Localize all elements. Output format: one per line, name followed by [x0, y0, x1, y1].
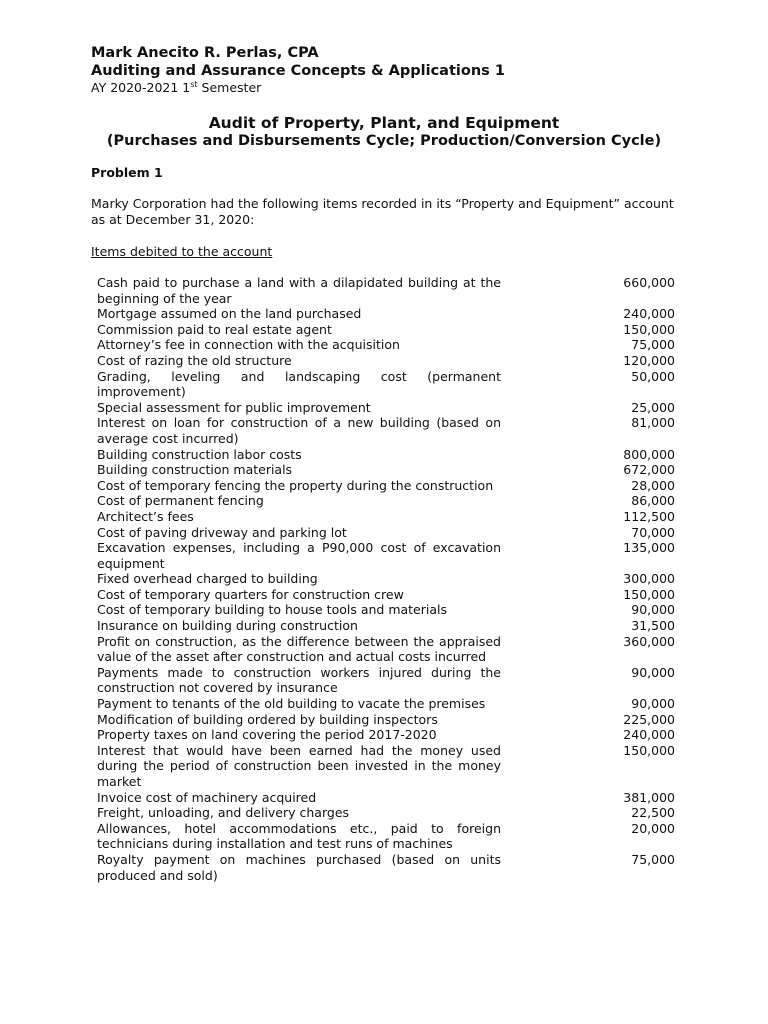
list-item: [97, 571, 677, 587]
item-description: Cost of razing the old structure: [97, 352, 292, 368]
item-description: Mortgage assumed on the land purchased: [97, 306, 362, 322]
item-description: Excavation expenses, including a P90,000 cost of excavation equipment: [97, 540, 501, 571]
item-description: Building construction labor costs: [97, 446, 302, 462]
course-title: Auditing and Assurance Concepts & Applications 1: [91, 63, 505, 79]
item-description: Insurance on building during construction: [97, 618, 358, 634]
item-amount: 120,000: [623, 352, 675, 368]
item-description: Fixed overhead charged to building: [97, 571, 318, 587]
items-list: [97, 275, 677, 883]
item-amount: 800,000: [623, 446, 675, 462]
list-item: [97, 306, 677, 322]
item-amount: 90,000: [631, 696, 675, 712]
item-amount: 150,000: [623, 321, 675, 337]
item-description: Attorney’s fee in connection with the acquisition: [97, 337, 400, 353]
item-amount: 672,000: [623, 462, 675, 478]
item-description: Interest on loan for construction of a new building (based on average cost incurred): [97, 415, 501, 446]
item-amount: 28,000: [631, 477, 675, 493]
list-item: [97, 727, 677, 743]
item-description: Cost of temporary fencing the property during the construction: [97, 477, 494, 493]
item-description: Payment to tenants of the old building to vacate the premises: [97, 696, 486, 712]
item-amount: 90,000: [631, 602, 675, 618]
item-amount: 300,000: [623, 571, 675, 587]
item-amount: 31,500: [631, 618, 675, 634]
item-amount: 240,000: [623, 306, 675, 322]
item-description: Interest that would have been earned had the money used during the period of construction been invested in the money market: [97, 742, 501, 789]
list-item: [97, 369, 677, 400]
list-item: [97, 509, 677, 525]
item-amount: 25,000: [631, 399, 675, 415]
list-item: [97, 634, 677, 665]
item-amount: 381,000: [623, 789, 675, 805]
item-description: Invoice cost of machinery acquired: [97, 789, 317, 805]
academic-year-prefix: AY 2020-2021 1: [91, 80, 191, 95]
item-amount: 22,500: [631, 805, 675, 821]
item-description: Profit on construction, as the difference between the appraised value of the asset after construction and actual costs incurred: [97, 633, 501, 665]
problem-intro: Marky Corporation had the following items recorded in its “Property and Equipment” account as at December 31, 2020:: [91, 196, 674, 227]
item-amount: 660,000: [623, 275, 675, 290]
item-amount: 86,000: [631, 493, 675, 509]
item-description: Cost of temporary quarters for construction crew: [97, 586, 404, 602]
list-item: [97, 337, 677, 353]
item-amount: 112,500: [623, 508, 675, 524]
item-description: Special assessment for public improvement: [97, 399, 371, 415]
list-item: [97, 478, 677, 494]
list-item: [97, 587, 677, 603]
academic-year: [91, 80, 261, 96]
item-description: Freight, unloading, and delivery charges: [97, 805, 350, 821]
item-description: Architect’s fees: [97, 508, 194, 524]
item-description: Payments made to construction workers injured during the construction not covered by insurance: [97, 664, 501, 696]
item-amount: 360,000: [623, 633, 675, 649]
item-description: Grading, leveling and landscaping cost (permanent improvement): [97, 368, 501, 400]
item-amount: 70,000: [631, 524, 675, 540]
item-amount: 225,000: [623, 711, 675, 727]
list-item: [97, 743, 677, 790]
list-item: [97, 400, 677, 416]
academic-year-superscript: st: [190, 80, 198, 89]
item-description: Cost of permanent fencing: [97, 493, 264, 509]
list-item: [97, 447, 677, 463]
list-item: [97, 696, 677, 712]
item-amount: 81,000: [631, 415, 675, 431]
list-item: [97, 322, 677, 338]
list-item: [97, 852, 677, 883]
item-description: Cash paid to purchase a land with a dilapidated building at the beginning of the year: [97, 275, 501, 306]
list-item: [97, 618, 677, 634]
list-item: [97, 805, 677, 821]
list-item: [97, 493, 677, 509]
item-amount: 150,000: [623, 742, 675, 758]
item-description: Cost of temporary building to house tools and materials: [97, 602, 448, 618]
item-description: Commission paid to real estate agent: [97, 321, 332, 337]
list-item: [97, 353, 677, 369]
author-name: Mark Anecito R. Perlas, CPA: [91, 45, 319, 61]
document-title: Audit of Property, Plant, and Equipment: [208, 114, 560, 132]
item-amount: 50,000: [631, 368, 675, 384]
list-item: [97, 665, 677, 696]
item-amount: 135,000: [623, 540, 675, 556]
list-item: [97, 275, 677, 306]
list-item: [97, 540, 677, 571]
list-item: [97, 602, 677, 618]
item-amount: 150,000: [623, 586, 675, 602]
list-item: [97, 790, 677, 806]
list-item: [97, 712, 677, 728]
item-amount: 75,000: [631, 851, 675, 867]
list-item: [97, 415, 677, 446]
academic-year-suffix: Semester: [197, 80, 262, 95]
item-amount: 90,000: [631, 664, 675, 680]
item-amount: 20,000: [631, 820, 675, 836]
item-amount: 75,000: [631, 337, 675, 353]
item-amount: 240,000: [623, 727, 675, 743]
item-description: Building construction materials: [97, 462, 293, 478]
item-description: Allowances, hotel accommodations etc., paid to foreign technicians during installation and test runs of machines: [97, 820, 501, 852]
list-item: [97, 821, 677, 852]
item-description: Royalty payment on machines purchased (based on units produced and sold): [97, 851, 501, 883]
item-description: Property taxes on land covering the period 2017-2020: [97, 727, 437, 743]
list-item: [97, 525, 677, 541]
item-description: Cost of paving driveway and parking lot: [97, 524, 347, 540]
list-item: [97, 462, 677, 478]
document-subtitle: (Purchases and Disbursements Cycle; Production/Conversion Cycle): [106, 133, 662, 149]
item-description: Modification of building ordered by building inspectors: [97, 711, 438, 727]
items-heading: Items debited to the account: [91, 244, 273, 259]
problem-heading: Problem 1: [91, 165, 163, 180]
